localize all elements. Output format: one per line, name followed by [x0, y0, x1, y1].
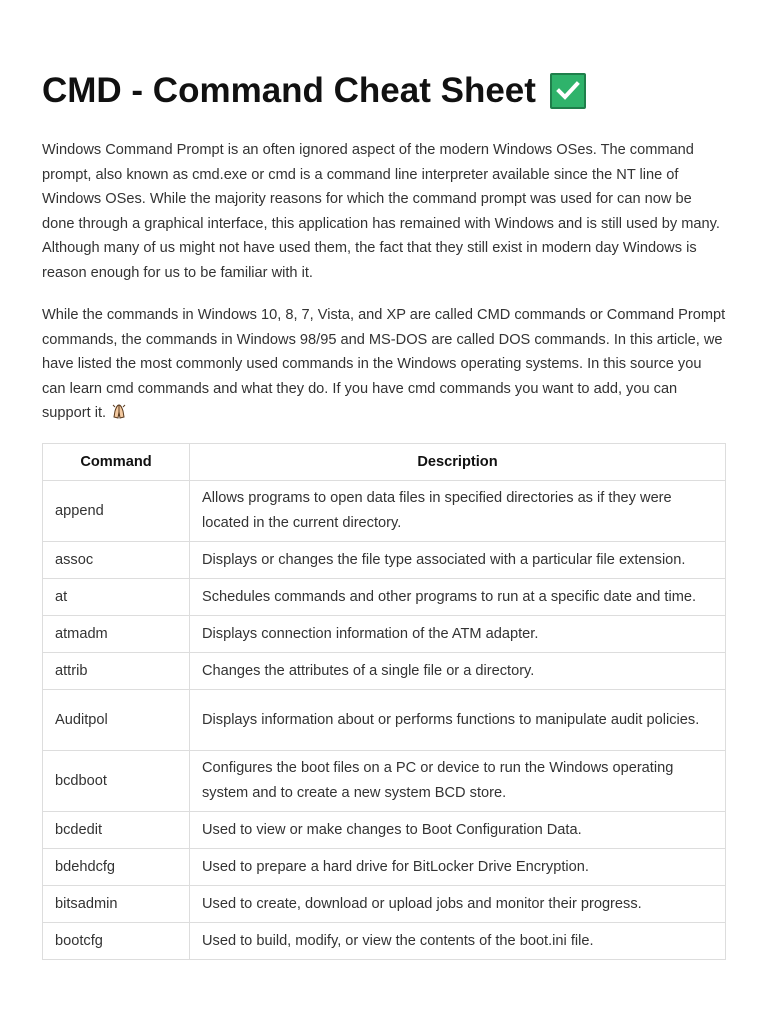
intro-paragraph-1: Windows Command Prompt is an often ignored aspect of the modern Windows OSes. The command prompt, also known as cmd.exe or cmd is a command line interpreter available since the NT line of Windows OSes. While the majority reasons for which the command prompt was used for can now be done through a graphical interface, this application has remained with Windows and is still used by many. Although many of us might not have used them, the fact that they still exist in modern day Windows is reason enough for us to be familiar with it.: [42, 142, 720, 281]
command-cell: atmadm: [43, 616, 190, 653]
command-cell: append: [43, 481, 190, 542]
page-title: [42, 70, 586, 112]
commands-table: [42, 443, 726, 960]
table-row: [43, 616, 726, 653]
description-cell: Allows programs to open data files in specified directories as if they were located in the current directory.: [190, 481, 726, 542]
description-cell: Configures the boot files on a PC or device to run the Windows operating system and to create a new system BCD store.: [190, 751, 726, 812]
description-cell: Displays information about or performs functions to manipulate audit policies.: [190, 690, 726, 751]
command-cell: bcdedit: [43, 812, 190, 849]
page-title-text: CMD - Command Cheat Sheet: [42, 71, 536, 110]
table-row: [43, 849, 726, 886]
description-cell: Changes the attributes of a single file or a directory.: [190, 653, 726, 690]
table-row: [43, 812, 726, 849]
table-row: [43, 481, 726, 542]
praying-hands-icon: [110, 402, 128, 420]
table-row: [43, 542, 726, 579]
description-cell: Schedules commands and other programs to run at a specific date and time.: [190, 579, 726, 616]
description-cell: Used to build, modify, or view the contents of the boot.ini file.: [190, 923, 726, 960]
table-row: [43, 923, 726, 960]
description-cell: Used to create, download or upload jobs and monitor their progress.: [190, 886, 726, 923]
table-header-row: [43, 444, 726, 481]
intro-paragraph-2-text: While the commands in Windows 10, 8, 7, Vista, and XP are called CMD commands or Command Prompt commands, the commands in Windows 98/95 and MS-DOS are called DOS commands. In this article, we have listed the most commonly used commands in the Windows operating systems. In this source you can learn cmd commands and what they do. If you have cmd commands you want to add, you can support it.: [42, 307, 726, 422]
check-mark-icon: [550, 73, 586, 109]
command-cell: bdehdcfg: [43, 849, 190, 886]
table-row: [43, 579, 726, 616]
description-cell: Used to prepare a hard drive for BitLocker Drive Encryption.: [190, 849, 726, 886]
header-command: Command: [43, 444, 190, 481]
command-cell: bcdboot: [43, 751, 190, 812]
table-row: [43, 886, 726, 923]
intro-paragraph-2: [42, 303, 726, 426]
table-row: [43, 751, 726, 812]
description-cell: Displays connection information of the ATM adapter.: [190, 616, 726, 653]
command-cell: assoc: [43, 542, 190, 579]
description-cell: Displays or changes the file type associated with a particular file extension.: [190, 542, 726, 579]
command-cell: bitsadmin: [43, 886, 190, 923]
header-description: Description: [190, 444, 726, 481]
command-cell: Auditpol: [43, 690, 190, 751]
command-cell: at: [43, 579, 190, 616]
command-cell: attrib: [43, 653, 190, 690]
table-row: [43, 690, 726, 751]
description-cell: Used to view or make changes to Boot Configuration Data.: [190, 812, 726, 849]
table-row: [43, 653, 726, 690]
command-cell: bootcfg: [43, 923, 190, 960]
